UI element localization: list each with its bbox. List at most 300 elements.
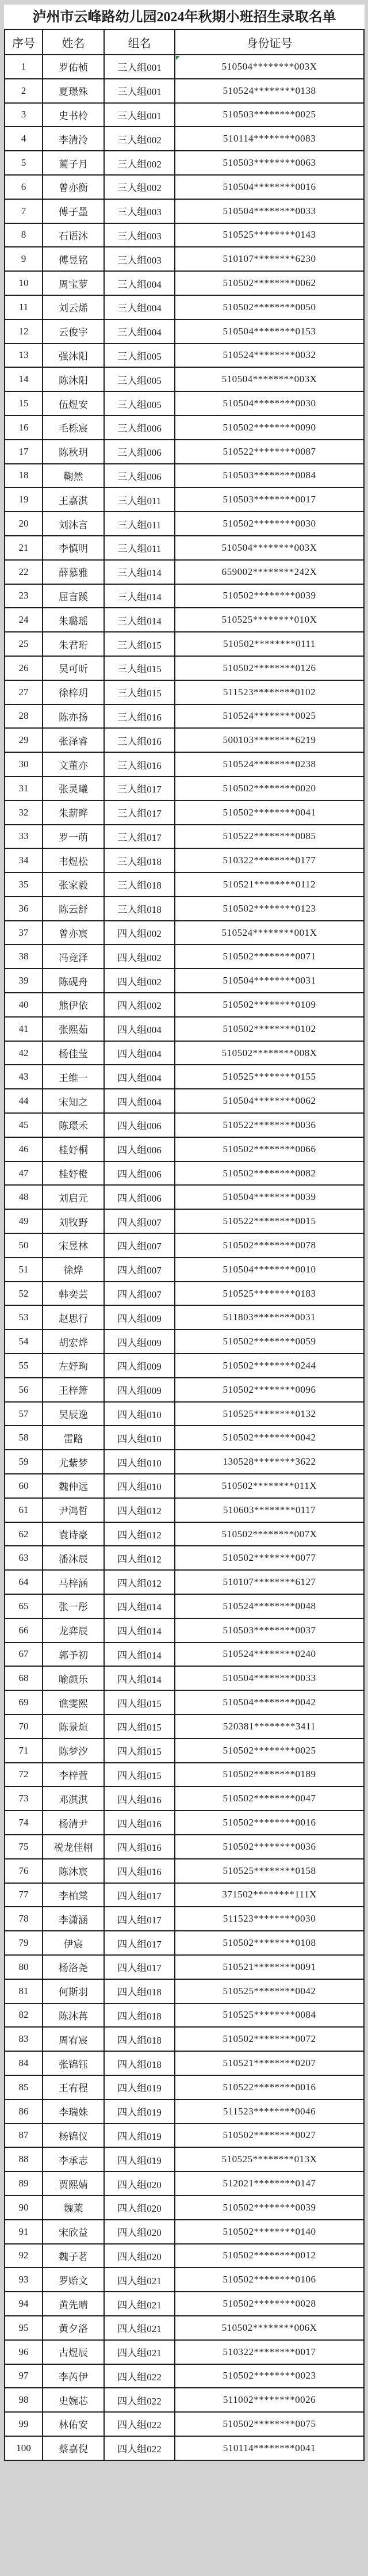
name-cell: 吴辰逸: [43, 1402, 104, 1426]
serial-cell: 8: [5, 223, 43, 247]
table-row: [5, 1714, 364, 1739]
table-row: [5, 2027, 364, 2051]
id-cell: 510502********0189: [175, 1763, 364, 1787]
name-cell: 马梓涵: [43, 1570, 104, 1594]
group-cell: 三人组018: [104, 872, 175, 897]
name-cell: 杨洛尧: [43, 1955, 104, 1979]
table-row: [5, 2124, 364, 2148]
serial-cell: 47: [5, 1161, 43, 1186]
table-row: [5, 1065, 364, 1089]
serial-cell: 96: [5, 2340, 43, 2364]
id-cell: 510502********0075: [175, 2412, 364, 2436]
group-cell: 四人组014: [104, 1618, 175, 1643]
table-row: [5, 1835, 364, 1859]
name-cell: 刘启元: [43, 1185, 104, 1209]
name-cell: 张一彤: [43, 1594, 104, 1618]
id-cell: 510502********0082: [175, 1161, 364, 1186]
serial-cell: 81: [5, 1979, 43, 2003]
table-row: [5, 2436, 364, 2460]
name-cell: 陈景煊: [43, 1714, 104, 1739]
group-cell: 三人组014: [104, 560, 175, 584]
group-cell: 四人组021: [104, 2340, 175, 2364]
serial-cell: 58: [5, 1426, 43, 1450]
serial-cell: 67: [5, 1643, 43, 1667]
table-row: [5, 2412, 364, 2436]
group-cell: 四人组002: [104, 993, 175, 1017]
group-cell: 四人组021: [104, 2316, 175, 2340]
serial-cell: 26: [5, 656, 43, 680]
id-cell: 510524********0138: [175, 79, 364, 103]
serial-cell: 86: [5, 2099, 43, 2124]
id-cell: 510504********0033: [175, 199, 364, 223]
excel-green-corner-icon: [176, 56, 180, 60]
id-cell: 510502********0012: [175, 2244, 364, 2268]
serial-cell: 27: [5, 680, 43, 704]
id-cell: 510521********0207: [175, 2051, 364, 2075]
table-row: [5, 1209, 364, 1233]
id-cell: 510525********0084: [175, 2003, 364, 2028]
id-cell: 510114********0041: [175, 2436, 364, 2460]
id-cell: 510504********0031: [175, 969, 364, 993]
table-row: [5, 2316, 364, 2340]
id-cell: 510502********0027: [175, 2124, 364, 2148]
group-cell: 四人组016: [104, 1835, 175, 1859]
id-cell: 510502********0023: [175, 2364, 364, 2388]
id-cell: 510502********0016: [175, 1811, 364, 1835]
group-cell: 三人组003: [104, 199, 175, 223]
table-row: [5, 199, 364, 223]
name-cell: 曾亦宸: [43, 921, 104, 945]
table-row: [5, 319, 364, 344]
group-cell: 四人组009: [104, 1378, 175, 1402]
header-group-name: 组名: [104, 29, 175, 55]
group-cell: 四人组017: [104, 1931, 175, 1955]
id-cell: 510525********010X: [175, 608, 364, 632]
table-row: [5, 1883, 364, 1907]
table-row: [5, 247, 364, 271]
group-cell: 四人组014: [104, 1594, 175, 1618]
table-row: [5, 464, 364, 488]
serial-cell: 83: [5, 2027, 43, 2051]
group-cell: 三人组005: [104, 391, 175, 416]
table-row: [5, 632, 364, 656]
table-row: [5, 2075, 364, 2099]
id-cell: 510107********6230: [175, 247, 364, 271]
table-row: [5, 1498, 364, 1522]
table-row: [5, 1402, 364, 1426]
id-cell: 510524********0032: [175, 344, 364, 368]
serial-cell: 79: [5, 1931, 43, 1955]
group-cell: 四人组006: [104, 1137, 175, 1161]
name-cell: 陈梦汐: [43, 1739, 104, 1763]
serial-cell: 50: [5, 1233, 43, 1257]
group-cell: 四人组018: [104, 2003, 175, 2028]
table-row: [5, 944, 364, 969]
table-row: [5, 487, 364, 512]
name-cell: 史书柃: [43, 103, 104, 127]
table-row: [5, 1041, 364, 1065]
serial-cell: 78: [5, 1907, 43, 1931]
id-cell: 130528********3622: [175, 1450, 364, 1474]
table-row: [5, 1354, 364, 1378]
group-cell: 四人组009: [104, 1305, 175, 1329]
name-cell: 李瑞姝: [43, 2099, 104, 2124]
serial-cell: 74: [5, 1811, 43, 1835]
table-row: [5, 79, 364, 103]
serial-cell: 53: [5, 1305, 43, 1329]
table-row: [5, 1282, 364, 1306]
name-cell: 王维一: [43, 1065, 104, 1089]
table-row: [5, 704, 364, 729]
table-row: [5, 2099, 364, 2124]
id-cell: 510502********0244: [175, 1354, 364, 1378]
name-cell: 罗一萌: [43, 825, 104, 849]
id-cell: 510322********0017: [175, 2340, 364, 2364]
serial-cell: 34: [5, 848, 43, 872]
group-cell: 四人组021: [104, 2268, 175, 2292]
table-row: [5, 2340, 364, 2364]
serial-cell: 75: [5, 1835, 43, 1859]
name-cell: 薛慕雅: [43, 560, 104, 584]
name-cell: 王嘉淇: [43, 487, 104, 512]
name-cell: 傅昱铭: [43, 247, 104, 271]
group-cell: 四人组009: [104, 1329, 175, 1354]
table-row: [5, 271, 364, 295]
group-cell: 三人组015: [104, 632, 175, 656]
table-row: [5, 1666, 364, 1690]
name-cell: 杨清尹: [43, 1811, 104, 1835]
group-cell: 四人组002: [104, 969, 175, 993]
group-cell: 三人组005: [104, 367, 175, 391]
id-cell: 510504********003X: [175, 536, 364, 560]
header-id-number: 身份证号: [175, 29, 364, 55]
name-cell: 张灵曦: [43, 776, 104, 801]
serial-cell: 57: [5, 1402, 43, 1426]
name-cell: 龙弈辰: [43, 1618, 104, 1643]
id-cell: 510504********0033: [175, 1666, 364, 1690]
serial-cell: 40: [5, 993, 43, 1017]
name-cell: 鞠然: [43, 464, 104, 488]
table-row: [5, 2196, 364, 2220]
serial-cell: 5: [5, 151, 43, 175]
serial-cell: 85: [5, 2075, 43, 2099]
table-row: [5, 1450, 364, 1474]
group-cell: 三人组016: [104, 728, 175, 752]
serial-cell: 90: [5, 2196, 43, 2220]
name-cell: 屈言蹊: [43, 584, 104, 608]
serial-cell: 84: [5, 2051, 43, 2075]
name-cell: 文董亦: [43, 752, 104, 776]
table-row: [5, 2364, 364, 2388]
admission-list-table: [4, 29, 365, 2461]
group-cell: 四人组010: [104, 1450, 175, 1474]
name-cell: 周宥宸: [43, 2027, 104, 2051]
serial-cell: 14: [5, 367, 43, 391]
table-row: [5, 801, 364, 825]
serial-cell: 82: [5, 2003, 43, 2028]
name-cell: 古煜辰: [43, 2340, 104, 2364]
table-row: [5, 680, 364, 704]
serial-cell: 32: [5, 801, 43, 825]
name-cell: 蔡嘉倪: [43, 2436, 104, 2460]
name-cell: 伍煜安: [43, 391, 104, 416]
group-cell: 三人组002: [104, 175, 175, 199]
name-cell: 李清泠: [43, 127, 104, 151]
id-cell: 510504********0030: [175, 391, 364, 416]
id-cell: 510524********0240: [175, 1643, 364, 1667]
name-cell: 杨佳莹: [43, 1041, 104, 1065]
id-cell: 510502********0041: [175, 801, 364, 825]
serial-cell: 73: [5, 1786, 43, 1811]
serial-cell: 18: [5, 464, 43, 488]
id-cell: 510107********6127: [175, 1570, 364, 1594]
id-cell: 510502********0050: [175, 295, 364, 319]
name-cell: 徐烨: [43, 1257, 104, 1282]
group-cell: 三人组014: [104, 584, 175, 608]
group-cell: 四人组010: [104, 1474, 175, 1498]
group-cell: 四人组006: [104, 1161, 175, 1186]
group-cell: 三人组002: [104, 127, 175, 151]
id-cell: 510525********0132: [175, 1402, 364, 1426]
group-cell: 四人组012: [104, 1522, 175, 1546]
id-cell: 510502********0140: [175, 2220, 364, 2244]
name-cell: 吴可昕: [43, 656, 104, 680]
id-cell: 510504********003X: [175, 55, 364, 79]
group-cell: 四人组010: [104, 1426, 175, 1450]
id-cell: 510502********0096: [175, 1378, 364, 1402]
serial-cell: 93: [5, 2268, 43, 2292]
serial-cell: 51: [5, 1257, 43, 1282]
id-cell: 510503********0037: [175, 1618, 364, 1643]
group-cell: 四人组004: [104, 1041, 175, 1065]
id-cell: 510502********008X: [175, 1041, 364, 1065]
table-row: [5, 776, 364, 801]
table-row: [5, 1113, 364, 1137]
id-cell: 510504********0010: [175, 1257, 364, 1282]
id-cell: 510502********011X: [175, 1474, 364, 1498]
name-cell: 王梓箫: [43, 1378, 104, 1402]
serial-cell: 68: [5, 1666, 43, 1690]
group-cell: 四人组015: [104, 1739, 175, 1763]
id-cell: 510504********0062: [175, 1089, 364, 1113]
name-cell: 黄先晴: [43, 2292, 104, 2316]
table-row: [5, 584, 364, 608]
serial-cell: 20: [5, 512, 43, 536]
name-cell: 刘牧野: [43, 1209, 104, 1233]
id-cell: 510114********0083: [175, 127, 364, 151]
group-cell: 四人组014: [104, 1666, 175, 1690]
name-cell: 史婉芯: [43, 2388, 104, 2412]
id-cell: 510525********013X: [175, 2147, 364, 2171]
table-row: [5, 1643, 364, 1667]
id-cell: 510503********0017: [175, 487, 364, 512]
group-cell: 四人组019: [104, 2124, 175, 2148]
table-row: [5, 969, 364, 993]
id-cell: 510525********0158: [175, 1859, 364, 1883]
name-cell: 周宝萝: [43, 271, 104, 295]
table-row: [5, 1955, 364, 1979]
table-row: [5, 2292, 364, 2316]
serial-cell: 70: [5, 1714, 43, 1739]
name-cell: 陈秋玥: [43, 440, 104, 464]
id-cell: 510502********0020: [175, 776, 364, 801]
serial-cell: 39: [5, 969, 43, 993]
name-cell: 韦煜松: [43, 848, 104, 872]
group-cell: 三人组017: [104, 776, 175, 801]
group-cell: 三人组016: [104, 752, 175, 776]
name-cell: 夏璟殊: [43, 79, 104, 103]
id-cell: 512021********0147: [175, 2171, 364, 2196]
serial-cell: 64: [5, 1570, 43, 1594]
id-cell: 510502********0039: [175, 2196, 364, 2220]
admission-list-sheet: [4, 5, 365, 2461]
group-cell: 四人组022: [104, 2364, 175, 2388]
table-row: [5, 1739, 364, 1763]
serial-cell: 94: [5, 2292, 43, 2316]
serial-cell: 30: [5, 752, 43, 776]
group-cell: 四人组014: [104, 1643, 175, 1667]
id-cell: 520381********3411: [175, 1714, 364, 1739]
id-cell: 510322********0177: [175, 848, 364, 872]
serial-cell: 62: [5, 1522, 43, 1546]
name-cell: 朱薪晔: [43, 801, 104, 825]
id-cell: 510502********0071: [175, 944, 364, 969]
serial-cell: 41: [5, 1017, 43, 1041]
id-cell: 510502********0039: [175, 584, 364, 608]
group-cell: 四人组017: [104, 1883, 175, 1907]
name-cell: 黄夕洛: [43, 2316, 104, 2340]
serial-cell: 72: [5, 1763, 43, 1787]
group-cell: 四人组016: [104, 1859, 175, 1883]
id-cell: 510603********0117: [175, 1498, 364, 1522]
serial-cell: 46: [5, 1137, 43, 1161]
name-cell: 李承志: [43, 2147, 104, 2171]
id-cell: 510502********0108: [175, 1931, 364, 1955]
serial-cell: 3: [5, 103, 43, 127]
group-cell: 四人组020: [104, 2171, 175, 2196]
id-cell: 511523********0030: [175, 1907, 364, 1931]
serial-cell: 37: [5, 921, 43, 945]
id-cell: 510502********007X: [175, 1522, 364, 1546]
group-cell: 三人组011: [104, 512, 175, 536]
table-row: [5, 151, 364, 175]
table-row: [5, 1378, 364, 1402]
group-cell: 四人组012: [104, 1546, 175, 1570]
group-cell: 四人组015: [104, 1714, 175, 1739]
name-cell: 陈砚舟: [43, 969, 104, 993]
name-cell: 陈亦扬: [43, 704, 104, 729]
serial-cell: 60: [5, 1474, 43, 1498]
group-cell: 四人组022: [104, 2436, 175, 2460]
name-cell: 伊宸: [43, 1931, 104, 1955]
serial-cell: 25: [5, 632, 43, 656]
name-cell: 魏仲远: [43, 1474, 104, 1498]
name-cell: 袁诗豪: [43, 1522, 104, 1546]
id-cell: 510502********0126: [175, 656, 364, 680]
serial-cell: 80: [5, 1955, 43, 1979]
name-cell: 魏莱: [43, 2196, 104, 2220]
name-cell: 张熙茹: [43, 1017, 104, 1041]
serial-cell: 56: [5, 1378, 43, 1402]
name-cell: 林佑安: [43, 2412, 104, 2436]
id-cell: 511523********0102: [175, 680, 364, 704]
serial-cell: 92: [5, 2244, 43, 2268]
id-cell: 510502********0077: [175, 1546, 364, 1570]
table-row: [5, 2003, 364, 2028]
table-row: [5, 367, 364, 391]
serial-cell: 66: [5, 1618, 43, 1643]
table-row: [5, 728, 364, 752]
serial-cell: 12: [5, 319, 43, 344]
serial-cell: 61: [5, 1498, 43, 1522]
name-cell: 喻颜乐: [43, 1666, 104, 1690]
group-cell: 三人组015: [104, 680, 175, 704]
name-cell: 刘沐言: [43, 512, 104, 536]
serial-cell: 87: [5, 2124, 43, 2148]
serial-cell: 17: [5, 440, 43, 464]
table-row: [5, 103, 364, 127]
serial-cell: 22: [5, 560, 43, 584]
serial-cell: 19: [5, 487, 43, 512]
serial-cell: 28: [5, 704, 43, 729]
serial-cell: 71: [5, 1739, 43, 1763]
table-row: [5, 752, 364, 776]
name-cell: 何斯羽: [43, 1979, 104, 2003]
name-cell: 张家毅: [43, 872, 104, 897]
id-cell: 510524********0048: [175, 1594, 364, 1618]
group-cell: 四人组022: [104, 2388, 175, 2412]
table-row: [5, 1426, 364, 1450]
group-cell: 四人组004: [104, 1065, 175, 1089]
serial-cell: 43: [5, 1065, 43, 1089]
group-cell: 四人组018: [104, 2051, 175, 2075]
name-cell: 云俊宇: [43, 319, 104, 344]
group-cell: 三人组004: [104, 319, 175, 344]
table-row: [5, 2244, 364, 2268]
group-cell: 四人组012: [104, 1498, 175, 1522]
group-cell: 四人组022: [104, 2412, 175, 2436]
id-cell: 510502********0111: [175, 632, 364, 656]
id-cell: 510502********0072: [175, 2027, 364, 2051]
id-cell: 510502********0059: [175, 1329, 364, 1354]
group-cell: 三人组001: [104, 79, 175, 103]
name-cell: 陈沐苒: [43, 2003, 104, 2028]
serial-cell: 16: [5, 416, 43, 440]
id-cell: 510525********0143: [175, 223, 364, 247]
name-cell: 邓淇淇: [43, 1786, 104, 1811]
group-cell: 三人组006: [104, 464, 175, 488]
name-cell: 胡宏烨: [43, 1329, 104, 1354]
table-row: [5, 897, 364, 921]
group-cell: 四人组007: [104, 1257, 175, 1282]
id-cell: 510502********0036: [175, 1835, 364, 1859]
table-row: [5, 848, 364, 872]
table-row: [5, 2220, 364, 2244]
name-cell: 冯竞泽: [43, 944, 104, 969]
group-cell: 三人组003: [104, 247, 175, 271]
name-cell: 桂妤橙: [43, 1161, 104, 1186]
table-row: [5, 1690, 364, 1714]
name-cell: 赵思行: [43, 1305, 104, 1329]
serial-cell: 7: [5, 199, 43, 223]
name-cell: 宋知之: [43, 1089, 104, 1113]
group-cell: 三人组017: [104, 801, 175, 825]
id-cell: 510502********0030: [175, 512, 364, 536]
table-row: [5, 536, 364, 560]
table-row: [5, 2147, 364, 2171]
header-row: [5, 29, 364, 55]
group-cell: 四人组019: [104, 2099, 175, 2124]
